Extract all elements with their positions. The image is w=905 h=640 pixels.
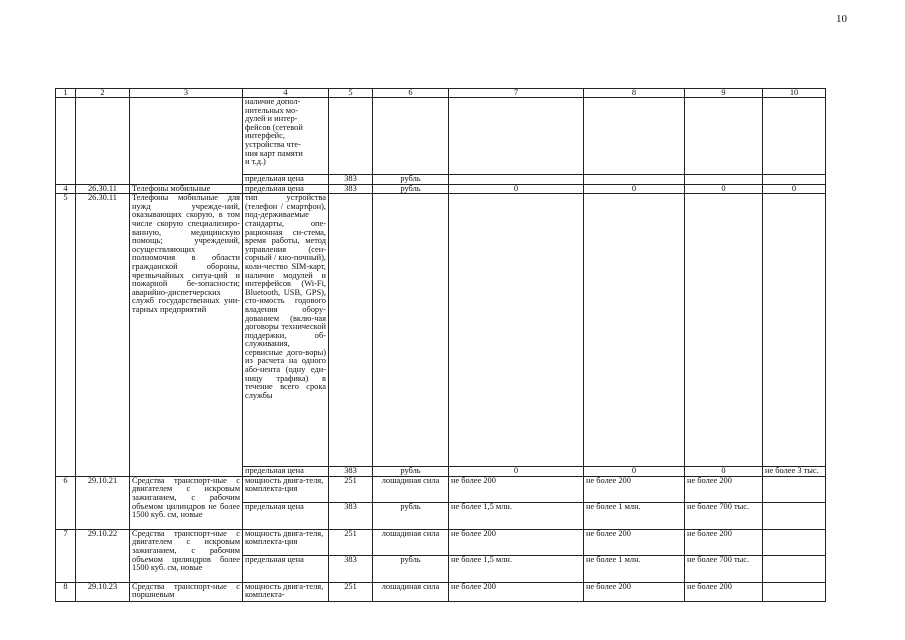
value-cell: не более 200: [685, 529, 763, 555]
okpd-code: 29.10.22: [76, 529, 130, 582]
item-number: 4: [56, 184, 76, 194]
value-cell: 0: [449, 184, 584, 194]
okpd-code: 29.10.23: [76, 582, 130, 601]
value-cell: не более 1 млн.: [584, 502, 685, 529]
value-cell: 0: [685, 467, 763, 477]
item-name: Средства транспорт-ные с поршневым: [130, 582, 243, 601]
unit-code-cell: 383: [329, 555, 373, 582]
value-cell: не более 200: [685, 582, 763, 601]
unit-code-cell: 383: [329, 175, 373, 185]
requirements-table: [55, 88, 826, 602]
unit-name-cell: рубль: [373, 184, 449, 194]
col-header: 10: [763, 89, 826, 98]
table-row: [56, 476, 826, 502]
cell: [584, 175, 685, 185]
value-cell: не более 1 млн.: [584, 555, 685, 582]
value-cell: не более 200: [584, 529, 685, 555]
characteristic-cell: предельная цена: [243, 175, 329, 185]
unit-name-cell: рубль: [373, 467, 449, 477]
value-cell: не более 700 тыс.: [685, 555, 763, 582]
unit-name-cell: рубль: [373, 175, 449, 185]
value-cell: 0: [763, 184, 826, 194]
table-row: [56, 184, 826, 194]
value-cell: [763, 476, 826, 502]
value-cell: [763, 555, 826, 582]
value-cell: 0: [584, 184, 685, 194]
cell: [449, 98, 584, 175]
unit-code-cell: 383: [329, 467, 373, 477]
column-number-row: [56, 89, 826, 98]
unit-name-cell: рубль: [373, 502, 449, 529]
unit-code-cell: 251: [329, 582, 373, 601]
unit-code-cell: 251: [329, 476, 373, 502]
cell: [56, 98, 76, 185]
characteristic-cell: предельная цена: [243, 184, 329, 194]
cell: [329, 194, 373, 467]
okpd-code: 26.30.11: [76, 184, 130, 194]
okpd-code: 29.10.21: [76, 476, 130, 529]
table-row: [56, 98, 826, 175]
characteristic-cell: мощность двига-теля, комплекта-ция: [243, 476, 329, 502]
cell: [685, 98, 763, 175]
page-number: 10: [836, 13, 847, 25]
value-cell: не более 1,5 млн.: [449, 502, 584, 529]
item-number: 6: [56, 476, 76, 529]
item-number: 5: [56, 194, 76, 477]
cell: [76, 98, 130, 185]
value-cell: не более 1,5 млн.: [449, 555, 584, 582]
value-cell: не более 200: [449, 582, 584, 601]
cell: [685, 175, 763, 185]
value-cell: 0: [449, 467, 584, 477]
characteristic-cell: предельная цена: [243, 502, 329, 529]
table-row: [56, 529, 826, 555]
characteristic-cell: наличие допол- нительных мо- дулей и интер- фейсов (сетевой интерфейс, устройства чте- ния карт памяти и т.д.): [243, 98, 329, 175]
col-header: 8: [584, 89, 685, 98]
col-header: 2: [76, 89, 130, 98]
value-cell: не более 700 тыс.: [685, 502, 763, 529]
unit-name-cell: лошадиная сила: [373, 476, 449, 502]
value-cell: не более 200: [449, 529, 584, 555]
cell: [685, 194, 763, 467]
cell: [763, 175, 826, 185]
cell: [449, 175, 584, 185]
value-cell: 0: [584, 467, 685, 477]
item-number: 8: [56, 582, 76, 601]
unit-code-cell: 251: [329, 529, 373, 555]
item-name: Средства транспорт-ные с двигателем с искровым зажиганием, с рабочим объемом цилиндров не более 1500 куб. см, новые: [130, 476, 243, 529]
okpd-code: 26.30.11: [76, 194, 130, 477]
value-cell: не более 200: [685, 476, 763, 502]
value-cell: [763, 502, 826, 529]
col-header: 1: [56, 89, 76, 98]
table-row: [56, 194, 826, 467]
characteristic-cell: предельная цена: [243, 555, 329, 582]
unit-name-cell: лошадиная сила: [373, 582, 449, 601]
unit-name-cell: лошадиная сила: [373, 529, 449, 555]
col-header: 3: [130, 89, 243, 98]
cell: [584, 194, 685, 467]
value-cell: не более 200: [449, 476, 584, 502]
value-cell: не более 200: [584, 582, 685, 601]
characteristic-cell: предельная цена: [243, 467, 329, 477]
col-header: 5: [329, 89, 373, 98]
cell: [373, 194, 449, 467]
cell: [763, 98, 826, 175]
item-name: Телефоны мобильные: [130, 184, 243, 194]
col-header: 4: [243, 89, 329, 98]
unit-name-cell: рубль: [373, 555, 449, 582]
value-cell: не более 200: [584, 476, 685, 502]
unit-code-cell: 383: [329, 184, 373, 194]
characteristic-cell: мощность двига-теля, комплекта-: [243, 582, 329, 601]
value-cell: [763, 529, 826, 555]
characteristic-cell: мощность двига-теля, комплекта-ция: [243, 529, 329, 555]
col-header: 6: [373, 89, 449, 98]
value-cell: 0: [685, 184, 763, 194]
cell: [763, 194, 826, 467]
cell: [130, 98, 243, 185]
table-row: [56, 582, 826, 601]
unit-code-cell: 383: [329, 502, 373, 529]
item-name: Телефоны мобильные для нужд учрежде-ний, оказывающих скорую, в том числе скорую специализиро-ванную, медицинскую помощь; учреждений, осуществляющих полномочия в области гражданской обороны, чрезвычайных ситуа-ций и пожарной бе-зопасности; аварийно-диспетчерских служб государственных уни-тарных предприятий: [130, 194, 243, 477]
cell: [584, 98, 685, 175]
col-header: 7: [449, 89, 584, 98]
value-cell: [763, 582, 826, 601]
cell: [373, 98, 449, 175]
cell: [449, 194, 584, 467]
item-number: 7: [56, 529, 76, 582]
item-name: Средства транспорт-ные с двигателем с искровым зажиганием, с рабочим объемом цилиндров более 1500 куб. см, новые: [130, 529, 243, 582]
value-cell: не более 3 тыс.: [763, 467, 826, 477]
characteristic-cell: тип устройства (телефон / смартфон), под-держиваемые стандарты, опе-рационная си-стема, время работы, метод управления (сен-сорный / кно-почный), коли-чество SIM-карт, наличие модулей и интерфейсов (Wi-Fi, Bluetooth, USB, GPS), сто-имость годового владения обору-дованием (вклю-чая договоры технической поддержки, об-служивания, сервисные дого-воры) из расчета на одного або-нента (одну еди-ницу трафика) в течение всего срока службы: [243, 194, 329, 467]
cell: [329, 98, 373, 175]
col-header: 9: [685, 89, 763, 98]
